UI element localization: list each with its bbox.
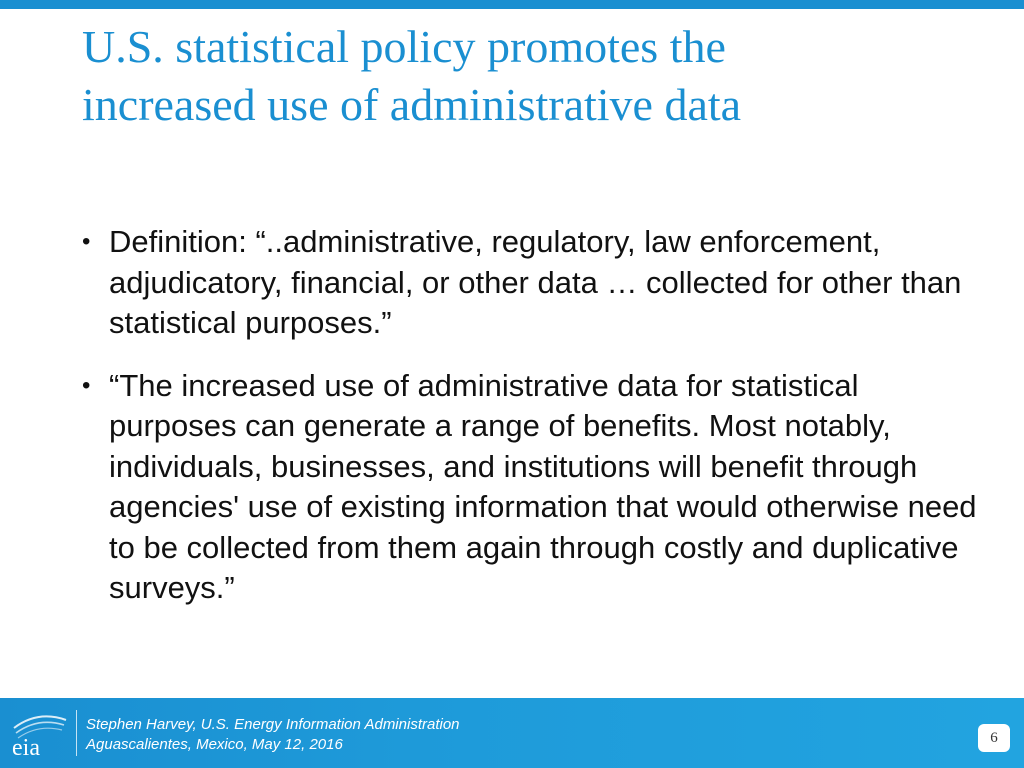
bullet-item-benefits-quote [82,366,982,609]
slide-title-line-1: U.S. statistical policy promotes the [82,21,726,72]
footer-location-date: Aguascalientes, Mexico, May 12, 2016 [86,736,343,753]
eia-logo-icon [8,708,70,758]
bullet-list [82,222,982,631]
slide-title-line-2: increased use of administrative data [82,79,742,130]
footer-divider [76,710,77,756]
footer-author: Stephen Harvey, U.S. Energy Information Administration [86,716,460,733]
page-number: 6 [978,724,1010,752]
bullet-item-definition [82,222,982,344]
slide-title [82,18,982,134]
bullet-marker: • [82,228,91,255]
logo-wordmark: eia [12,735,40,758]
top-accent-bar [0,0,1024,9]
bullet-text: “The increased use of administrative data for statistical purposes can generate a range of benefits. Most notably, individuals, businesses, and institutions will benefit through agencies' use of existing information that would otherwise need to be collected from them again through costly and duplicative surveys.” [109,367,977,605]
footer-credit [86,715,460,755]
bullet-text: Definition: “..administrative, regulatory, law enforcement, adjudicatory, financial, or other data … collected for other than statistical purposes.” [109,224,962,340]
footer-bar [0,698,1024,768]
bullet-marker: • [82,371,91,399]
